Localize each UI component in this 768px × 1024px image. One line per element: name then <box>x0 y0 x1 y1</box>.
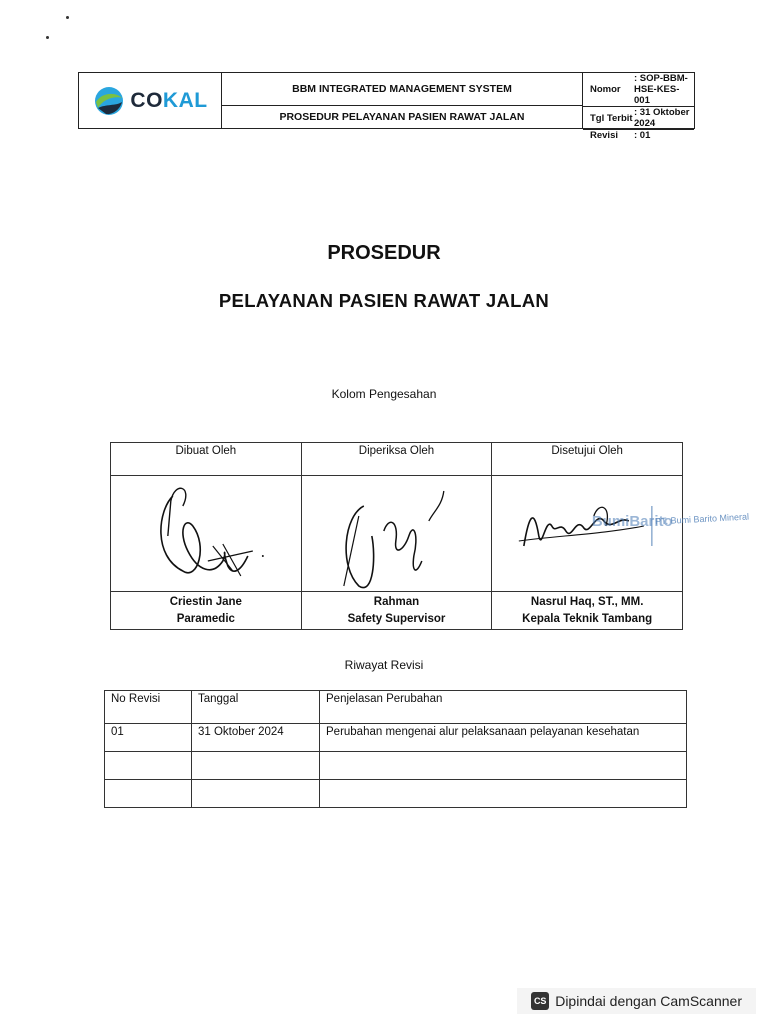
system-title: BBM INTEGRATED MANAGEMENT SYSTEM <box>222 73 582 106</box>
revision-caption: Riwayat Revisi <box>344 658 424 672</box>
signature-cell <box>111 476 302 592</box>
revision-description <box>320 752 687 780</box>
cokal-globe-icon <box>92 84 126 118</box>
stamp-mark: BumiBarito <box>592 513 673 530</box>
nomor-row: Nomor : SOP-BBM-HSE-KES-001 <box>583 73 694 107</box>
revisi-row: Revisi : 01 <box>590 130 651 141</box>
approver-role: Paramedic <box>176 612 235 625</box>
approval-header: Diperiksa Oleh <box>301 443 492 476</box>
revision-header: Tanggal <box>192 691 320 724</box>
document-header <box>78 72 695 141</box>
approval-header: Dibuat Oleh <box>111 443 302 476</box>
scan-speck <box>66 16 69 19</box>
approval-caption: Kolom Pengesahan <box>331 387 437 401</box>
camscanner-label: Dipindai dengan CamScanner <box>555 993 742 1009</box>
table-row <box>105 780 687 808</box>
revision-description: Perubahan mengenai alur pelaksanaan pelayanan kesehatan <box>320 724 687 752</box>
company-stamp-text: PT. Bumi Barito Mineral <box>655 511 750 527</box>
procedure-title: PROSEDUR PELAYANAN PASIEN RAWAT JALAN <box>279 110 525 123</box>
approver-name: Nasrul Haq, ST., MM. <box>530 595 644 608</box>
revision-table <box>104 690 687 808</box>
scan-speck <box>46 36 49 39</box>
revision-header: Penjelasan Perubahan <box>320 691 687 724</box>
signature-cell <box>492 476 750 592</box>
revision-date: 31 Oktober 2024 <box>192 724 320 752</box>
approver-cell <box>492 592 683 630</box>
logo-wordmark: COKAL <box>130 88 208 112</box>
approver-role: Safety Supervisor <box>347 612 446 625</box>
camscanner-icon: CS <box>531 992 549 1010</box>
approver-name: Rahman <box>373 595 420 608</box>
revision-date <box>192 752 320 780</box>
signature-image <box>492 476 682 591</box>
table-row <box>105 752 687 780</box>
approver-cell <box>301 592 492 630</box>
table-row <box>105 724 687 752</box>
approval-header: Disetujui Oleh <box>492 443 683 476</box>
document-title: PROSEDUR <box>327 242 441 264</box>
revision-header: No Revisi <box>105 691 192 724</box>
approver-name: Criestin Jane <box>169 595 242 608</box>
company-logo <box>79 73 222 128</box>
revision-number <box>105 780 192 808</box>
camscanner-watermark <box>517 988 756 1014</box>
revision-number <box>105 752 192 780</box>
signature-image <box>111 476 301 591</box>
document-subtitle: PELAYANAN PASIEN RAWAT JALAN <box>218 290 550 311</box>
approver-role: Kepala Teknik Tambang <box>522 612 653 625</box>
revision-date <box>192 780 320 808</box>
revision-description <box>320 780 687 808</box>
signature-image <box>302 476 492 591</box>
terbit-row: Tgl Terbit : 31 Oktober 2024 <box>583 107 694 130</box>
signature-cell <box>301 476 492 592</box>
revision-number: 01 <box>105 724 192 752</box>
approval-table <box>110 442 750 630</box>
approver-cell <box>111 592 302 630</box>
